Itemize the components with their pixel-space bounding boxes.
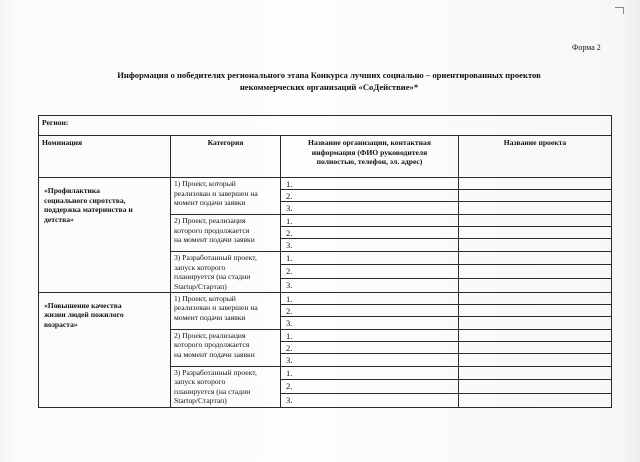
org-entry-line[interactable]: 3. <box>286 203 293 213</box>
nomination-line: «Повышение качества <box>44 300 122 310</box>
nomination-line: детства» <box>44 214 74 224</box>
header-org-line: Название организации, контактная <box>308 138 431 147</box>
project-entry-line[interactable] <box>459 330 611 342</box>
winners-table <box>38 115 612 408</box>
project-entry-line[interactable] <box>459 178 611 190</box>
project-entry-cell <box>459 292 612 329</box>
project-entry-line[interactable] <box>459 265 611 278</box>
project-entry-line[interactable] <box>459 239 611 251</box>
nomination-cell <box>39 178 171 293</box>
category-cell <box>171 292 281 329</box>
category-line: Startup/Стартап) <box>174 396 227 406</box>
project-entry-cell <box>459 329 612 366</box>
corner-mark <box>615 7 624 14</box>
category-line: реализован и завершен на <box>174 188 258 198</box>
project-entry-line[interactable] <box>459 342 611 354</box>
form-label: Форма 2 <box>572 43 601 52</box>
project-entry-cell <box>459 215 612 252</box>
category-line: на момент подачи заявки <box>174 235 255 244</box>
category-cell <box>171 366 281 407</box>
header-row <box>39 136 612 178</box>
org-entry-line[interactable]: 1. <box>281 215 458 227</box>
category-cell <box>171 329 281 366</box>
org-entry-line[interactable]: 2. <box>281 190 458 202</box>
header-category: Категория <box>171 136 281 178</box>
org-entry-line[interactable]: 3. <box>286 279 293 290</box>
org-entry-line[interactable]: 3. <box>286 240 293 250</box>
region-row <box>39 116 612 136</box>
org-entry-line[interactable]: 2. <box>281 227 458 239</box>
project-entry-line[interactable] <box>459 215 611 227</box>
org-entry-line[interactable]: 2. <box>281 380 458 393</box>
title-line-1: Информация о победителях регионального этапа Конкурса лучших социально – ориентированных проектов <box>117 70 541 80</box>
category-cell <box>171 252 281 293</box>
nomination-line: возраста» <box>44 319 78 329</box>
category-line: момент подачи заявки <box>174 198 246 207</box>
org-entry-line[interactable]: 1. <box>281 367 458 380</box>
org-entry-line[interactable]: 3. <box>286 394 293 405</box>
category-line: на момент подачи заявки <box>174 349 255 359</box>
category-line: которого продолжается <box>174 340 250 350</box>
category-line: планируется (на стадии <box>174 386 251 396</box>
org-entry-cell <box>281 292 459 329</box>
category-line: 2) Проект, реализация <box>174 330 246 340</box>
project-entry-line[interactable] <box>459 202 611 214</box>
project-entry-line[interactable] <box>459 293 611 305</box>
org-entry-cell <box>281 252 459 293</box>
org-entry-line[interactable]: 2. <box>281 305 458 317</box>
document-title <box>40 69 618 93</box>
category-cell <box>171 178 281 215</box>
category-line: планируется (на стадии <box>174 272 251 281</box>
org-entry-line[interactable]: 1. <box>281 178 458 190</box>
nomination-line: социального сиротства, <box>44 195 126 205</box>
project-entry-line[interactable] <box>459 279 611 292</box>
category-line: запуск которого <box>174 262 226 272</box>
header-project: Название проекта <box>459 136 612 178</box>
category-row <box>39 292 612 329</box>
org-entry-line[interactable]: 3. <box>286 354 293 365</box>
category-line: 3) Разработанный проект, <box>174 253 257 262</box>
project-entry-line[interactable] <box>459 354 611 366</box>
category-line: 3) Разработанный проект, <box>174 367 257 377</box>
org-entry-line[interactable]: 1. <box>281 293 458 305</box>
nomination-cell <box>39 292 171 407</box>
category-line: запуск которого <box>174 377 226 387</box>
org-entry-cell <box>281 366 459 407</box>
header-org <box>281 136 459 178</box>
org-entry-cell <box>281 215 459 252</box>
nomination-line: поддержка материнства и <box>44 205 133 214</box>
region-label: Регион: <box>39 116 612 136</box>
nomination-line: «Профилактика <box>44 186 100 195</box>
project-entry-line[interactable] <box>459 394 611 407</box>
category-line: 1) Проект, который <box>174 293 236 303</box>
project-entry-cell <box>459 252 612 293</box>
header-org-line: информация (ФИО руководителя <box>311 147 428 157</box>
project-entry-line[interactable] <box>459 367 611 380</box>
project-entry-line[interactable] <box>459 305 611 317</box>
project-entry-line[interactable] <box>459 227 611 239</box>
org-entry-cell <box>281 178 459 215</box>
header-nomination: Номинация <box>39 136 171 178</box>
project-entry-line[interactable] <box>459 380 611 393</box>
category-line: реализован и завершен на <box>174 303 258 313</box>
category-row <box>39 178 612 215</box>
project-entry-line[interactable] <box>459 252 611 265</box>
category-line: 1) Проект, который <box>174 179 236 188</box>
project-entry-cell <box>459 366 612 407</box>
header-org-line: полностью, телефон, эл. адрес) <box>316 157 423 166</box>
category-cell <box>171 215 281 252</box>
org-entry-line[interactable]: 2. <box>281 265 458 278</box>
nomination-line: жизни людей пожилого <box>44 310 124 320</box>
project-entry-cell <box>459 178 612 215</box>
category-line: которого продолжается <box>174 225 250 235</box>
category-line: момент подачи заявки <box>174 312 246 322</box>
project-entry-line[interactable] <box>459 317 611 329</box>
category-line: 2) Проект, реализация <box>174 216 246 225</box>
org-entry-line[interactable]: 2. <box>281 342 458 354</box>
category-line: Startup/Стартап) <box>174 281 227 291</box>
title-line-2: некоммерческих организаций «СоДействие»* <box>239 82 419 92</box>
project-entry-line[interactable] <box>459 190 611 202</box>
org-entry-cell <box>281 329 459 366</box>
org-entry-line[interactable]: 1. <box>281 252 458 265</box>
org-entry-line[interactable]: 1. <box>281 330 458 342</box>
org-entry-line[interactable]: 3. <box>286 317 293 328</box>
